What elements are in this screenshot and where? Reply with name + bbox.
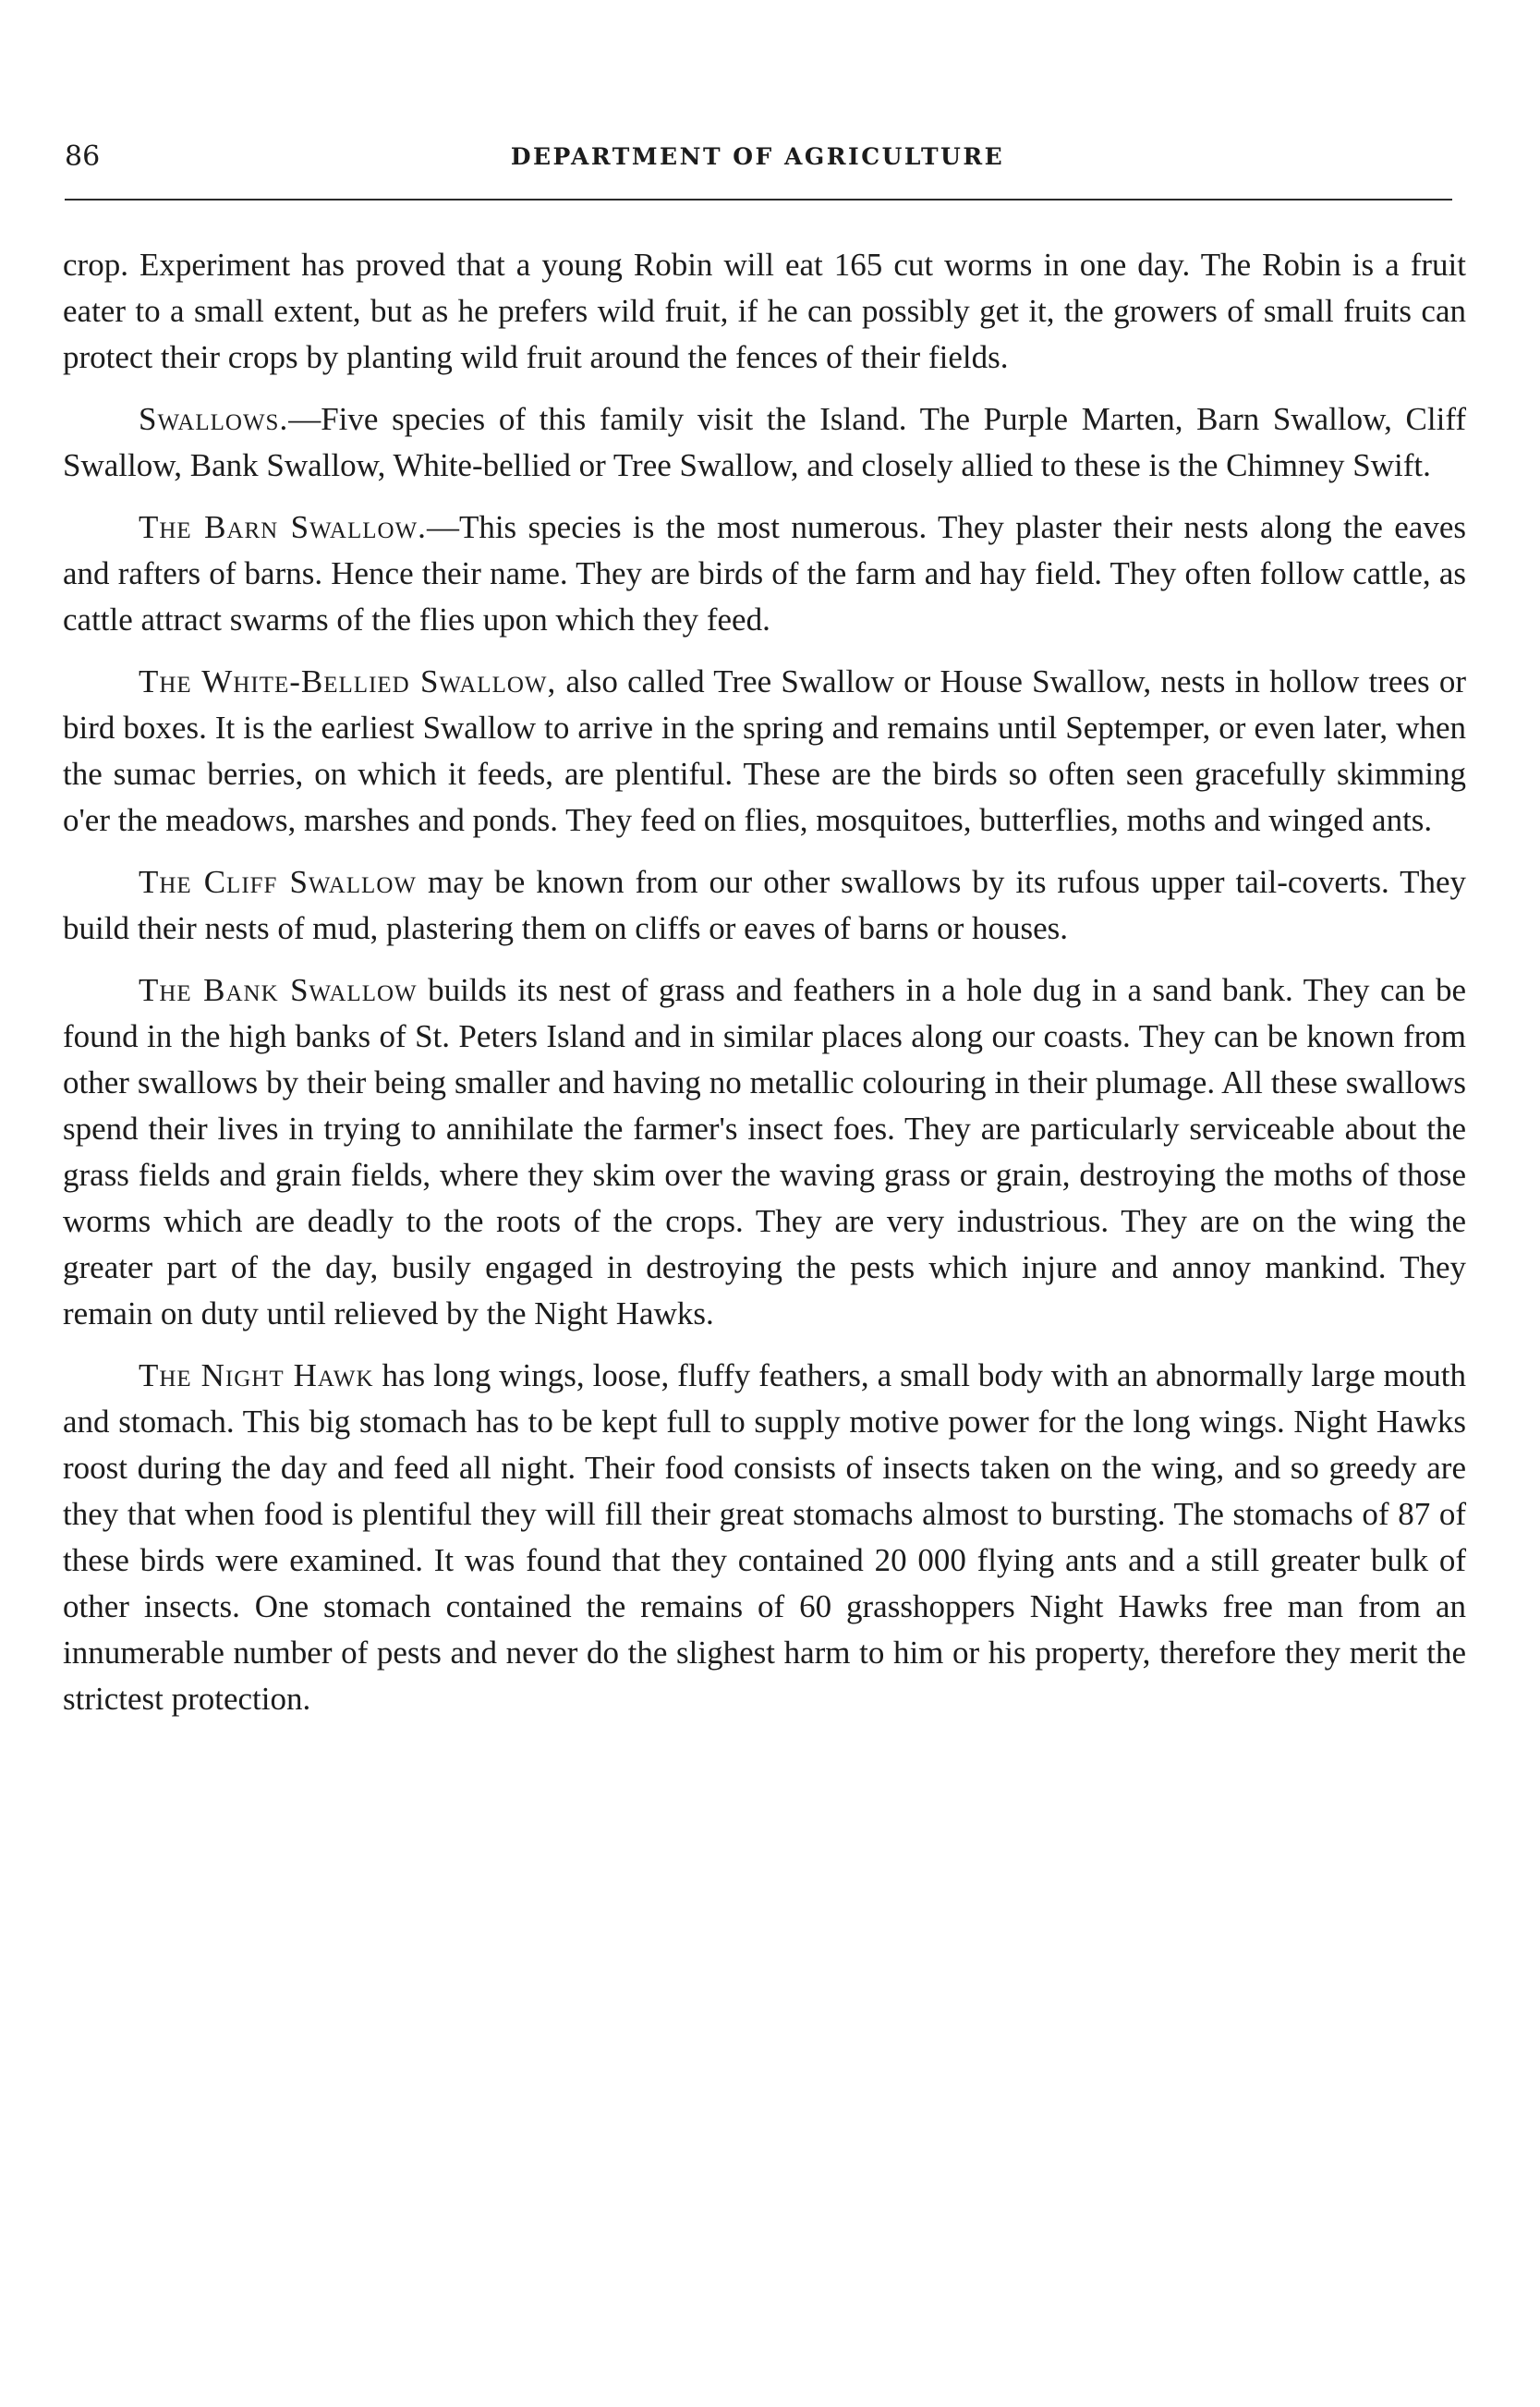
paragraph-cliff-swallow	[63, 859, 1466, 952]
paragraph-barn-swallow	[63, 504, 1466, 643]
paragraph-lead: The Bank Swallow	[139, 972, 418, 1008]
paragraph-text: may be known from our other swallows by its rufous upper tail-coverts. They build their nests of mud, plastering them on cliffs or eaves of barns or houses.	[63, 864, 1466, 946]
paragraph-text: builds its nest of grass and feathers in a hole dug in a sand bank. They can be found in the high banks of St. Peters Island and in similar places along our coasts. They can be known from other swallows by their being smaller and having no metallic colouring in their plumage. All these swallows spend their lives in trying to annihilate the farmer's insect foes. They are particularly serviceable about the grass fields and grain fields, where they skim over the waving grass or grain, destroying the moths of those worms which are deadly to the roots of the crops. They are very industrious. They are on the wing the greater part of the day, busily engaged in destroying the pests which injure and annoy mankind. They remain on duty until relieved by the Night Hawks.	[63, 972, 1466, 1331]
page-number: 86	[65, 140, 101, 173]
paragraph-lead: The Cliff Swallow	[139, 864, 417, 900]
paragraph-lead: The Night Hawk	[139, 1357, 374, 1393]
paragraph-text: —Five species of this family visit the Island. The Purple Marten, Barn Swallow, Cliff Swallow, Bank Swallow, White-bellied or Tree Swallow, and closely allied to these is the Chimney Swift.	[63, 401, 1466, 483]
paragraph-night-hawk	[63, 1353, 1466, 1722]
paragraph-text: —This species is the most numerous. They plaster their nests along the eaves and rafters of barns. Hence their name. They are birds of the farm and hay field. They often follow cattle, as cattle attract swarms of the flies upon which they feed.	[63, 509, 1466, 638]
header-rule	[65, 199, 1452, 201]
paragraph-bank-swallow	[63, 967, 1466, 1337]
paragraph-white-bellied-swallow	[63, 659, 1466, 844]
paragraph-text: has long wings, loose, fluffy feathers, a small body with an abnormally large mouth and stomach. This big stomach has to be kept full to supply motive power for the long wings. Night Hawks roost during the day and feed all night. Their food consists of insects taken on the wing, and so greedy are they that when food is plentiful they will fill their great stomachs almost to bursting. The stomachs of 87 of these birds were examined. It was found that they contained 20 000 flying ants and a still greater bulk of other insects. One stomach contained the remains of 60 grasshoppers Night Hawks free man from an innumerable number of pests and never do the slighest harm to him or his property, therefore they merit the strictest protection.	[63, 1357, 1466, 1717]
paragraph-lead: Swallows.	[139, 401, 289, 437]
running-head: DEPARTMENT OF AGRICULTURE	[510, 143, 1005, 170]
paragraph-text: also called Tree Swallow or House Swallow, nests in hollow trees or bird boxes. It is the earliest Swallow to arrive in the spring and remains until Septemper, or even later, when the sumac berries, on which it feeds, are plentiful. These are the birds so often seen gracefully skimming o'er the meadows, marshes and ponds. They feed on flies, mosquitoes, butterflies, moths and winged ants.	[63, 663, 1466, 838]
paragraph-robin-continued	[63, 242, 1466, 381]
paragraph-swallows	[63, 396, 1466, 489]
page-header	[65, 139, 1450, 176]
paragraph-text: crop. Experiment has proved that a young Robin will eat 165 cut worms in one day. The Robin is a fruit eater to a small extent, but as he prefers wild fruit, if he can possibly get it, the growers of small fruits can protect their crops by planting wild fruit around the fences of their fields.	[63, 247, 1466, 375]
body-text	[63, 242, 1466, 1738]
paragraph-lead: The White-Bellied Swallow,	[139, 663, 557, 699]
paragraph-lead: The Barn Swallow.	[139, 509, 427, 545]
